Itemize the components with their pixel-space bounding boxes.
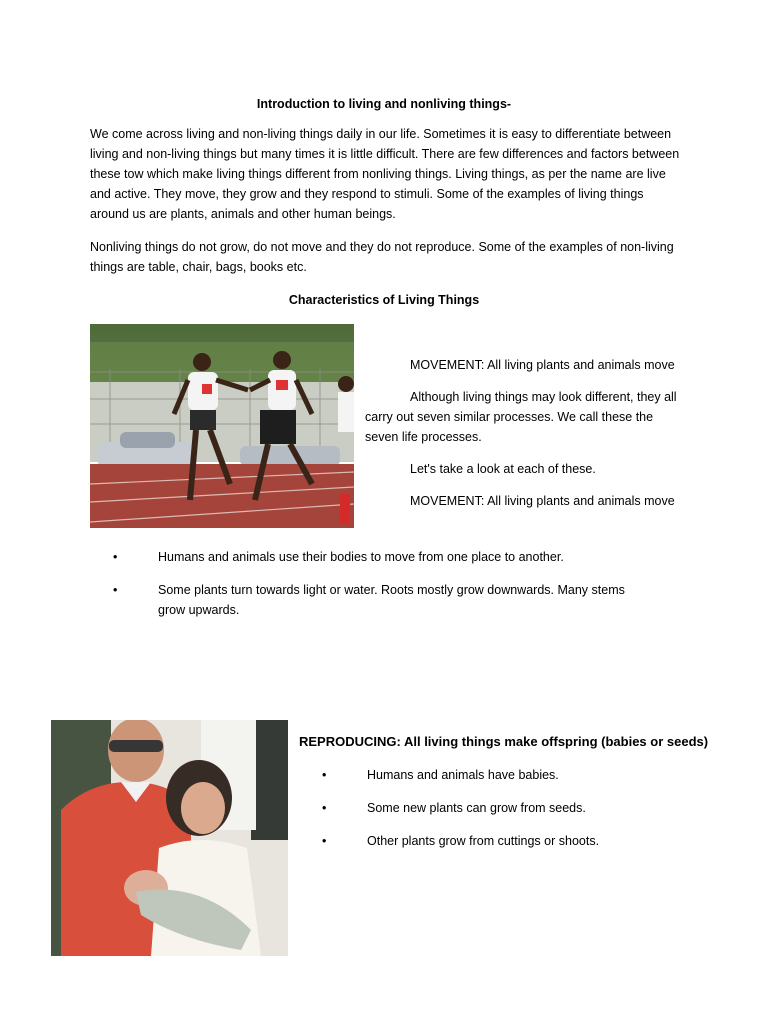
list-item [322,798,722,818]
nonliving-paragraph: Nonliving things do not grow, do not move and they do not reproduce. Some of the examples of non-living things are table, chair, bags, books etc. [90,240,674,274]
movement-block [365,355,685,523]
bullet-icon: • [322,768,327,782]
runners-photo-image [90,324,354,528]
bullet-icon: • [322,834,327,848]
list-item-text: Humans and animals have babies. [367,768,559,782]
bullet-icon: • [322,801,327,815]
list-item-text: Some new plants can grow from seeds. [367,801,586,815]
family-photo-image [51,720,288,956]
list-item [322,765,722,785]
section-title: Characteristics of Living Things [288,293,480,307]
movement-bullet-list [113,547,653,633]
list-item-text: Some plants turn towards light or water. Roots mostly grow downwards. Many stems grow upwards. [158,583,625,617]
reproducing-heading: REPRODUCING: All living things make offspring (babies or seeds) [299,734,709,749]
family-photo [51,720,288,956]
list-item [113,547,653,567]
list-item-text: Humans and animals use their bodies to move from one place to another. [158,550,564,564]
movement-heading-2: MOVEMENT: All living plants and animals move [410,494,675,508]
list-item [113,580,653,620]
intro-paragraph: We come across living and non-living things daily in our life. Sometimes it is easy to differentiate between living and non-living things but many times it is little difficult. There are few differences and factors between these tow which make living things different from nonliving things. Living things, as per the name are live and active. They move, they grow and they respond to stimuli. Some of the examples of living things around us are plants, animals and other human beings. [90,127,680,221]
list-item [322,831,722,851]
page-title: Introduction to living and nonliving things- [256,97,512,111]
movement-text-2: Let's take a look at each of these. [410,462,596,476]
movement-heading: MOVEMENT: All living plants and animals move [410,358,675,372]
runners-photo [90,324,354,528]
bullet-icon: • [113,550,118,564]
reproducing-bullet-list [322,765,722,864]
list-item-text: Other plants grow from cuttings or shoots. [367,834,600,848]
movement-text-1: Although living things may look different, they all carry out seven similar processes. We call these the seven life processes. [365,390,677,444]
bullet-icon: • [113,583,118,597]
